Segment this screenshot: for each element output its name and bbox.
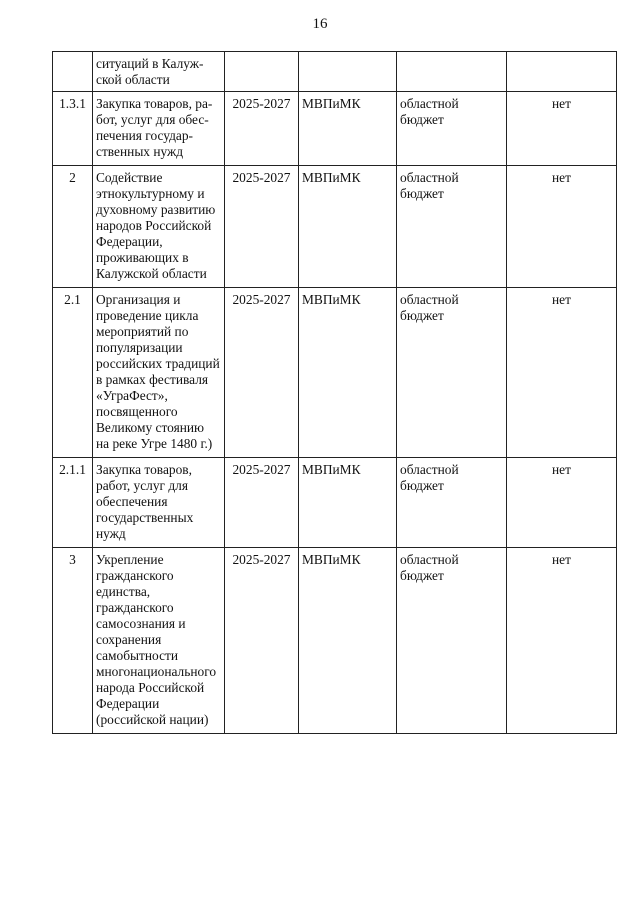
row-number: [53, 52, 93, 92]
table-row: [53, 52, 617, 92]
row-source: областной бюджет: [397, 458, 507, 548]
row-name: Закупка товаров, ра- бот, услуг для обес- печения государ- ственных нужд: [93, 92, 225, 166]
table-row: [53, 166, 617, 288]
row-name: Закупка товаров, работ, услуг для обеспечения государственных нужд: [93, 458, 225, 548]
row-years: 2025-2027: [225, 92, 299, 166]
row-name: Организация и проведение цикла мероприятий по популяризации российских традиций в рамках фестиваля «УграФест», посвященного Великому стоянию на реке Угре 1480 г.): [93, 288, 225, 458]
table-row: [53, 92, 617, 166]
row-number: 1.3.1: [53, 92, 93, 166]
row-name: Содействие этнокультурному и духовному развитию народов Российской Федерации, проживающих в Калужской области: [93, 166, 225, 288]
row-source: [397, 52, 507, 92]
row-source: областной бюджет: [397, 166, 507, 288]
row-source: областной бюджет: [397, 288, 507, 458]
row-years: 2025-2027: [225, 166, 299, 288]
row-name: ситуаций в Калуж- ской области: [93, 52, 225, 92]
row-number: 2: [53, 166, 93, 288]
row-number: 2.1: [53, 288, 93, 458]
row-source: областной бюджет: [397, 548, 507, 734]
row-years: 2025-2027: [225, 288, 299, 458]
row-years: [225, 52, 299, 92]
row-years: 2025-2027: [225, 548, 299, 734]
table-row: [53, 548, 617, 734]
row-executor: МВПиМК: [299, 92, 397, 166]
row-number: 2.1.1: [53, 458, 93, 548]
row-executor: МВПиМК: [299, 288, 397, 458]
row-source: областной бюджет: [397, 92, 507, 166]
row-flag: [507, 52, 617, 92]
row-flag: нет: [507, 548, 617, 734]
row-number: 3: [53, 548, 93, 734]
row-flag: нет: [507, 458, 617, 548]
page-number: 16: [312, 16, 328, 32]
row-executor: МВПиМК: [299, 548, 397, 734]
program-table: [52, 51, 617, 734]
row-flag: нет: [507, 92, 617, 166]
row-flag: нет: [507, 288, 617, 458]
row-executor: МВПиМК: [299, 458, 397, 548]
row-executor: МВПиМК: [299, 166, 397, 288]
row-executor: [299, 52, 397, 92]
table-row: [53, 288, 617, 458]
row-name: Укрепление гражданского единства, гражданского самосознания и сохранения самобытности многонационального народа Российской Федерации (российской нации): [93, 548, 225, 734]
row-years: 2025-2027: [225, 458, 299, 548]
table-row: [53, 458, 617, 548]
row-flag: нет: [507, 166, 617, 288]
